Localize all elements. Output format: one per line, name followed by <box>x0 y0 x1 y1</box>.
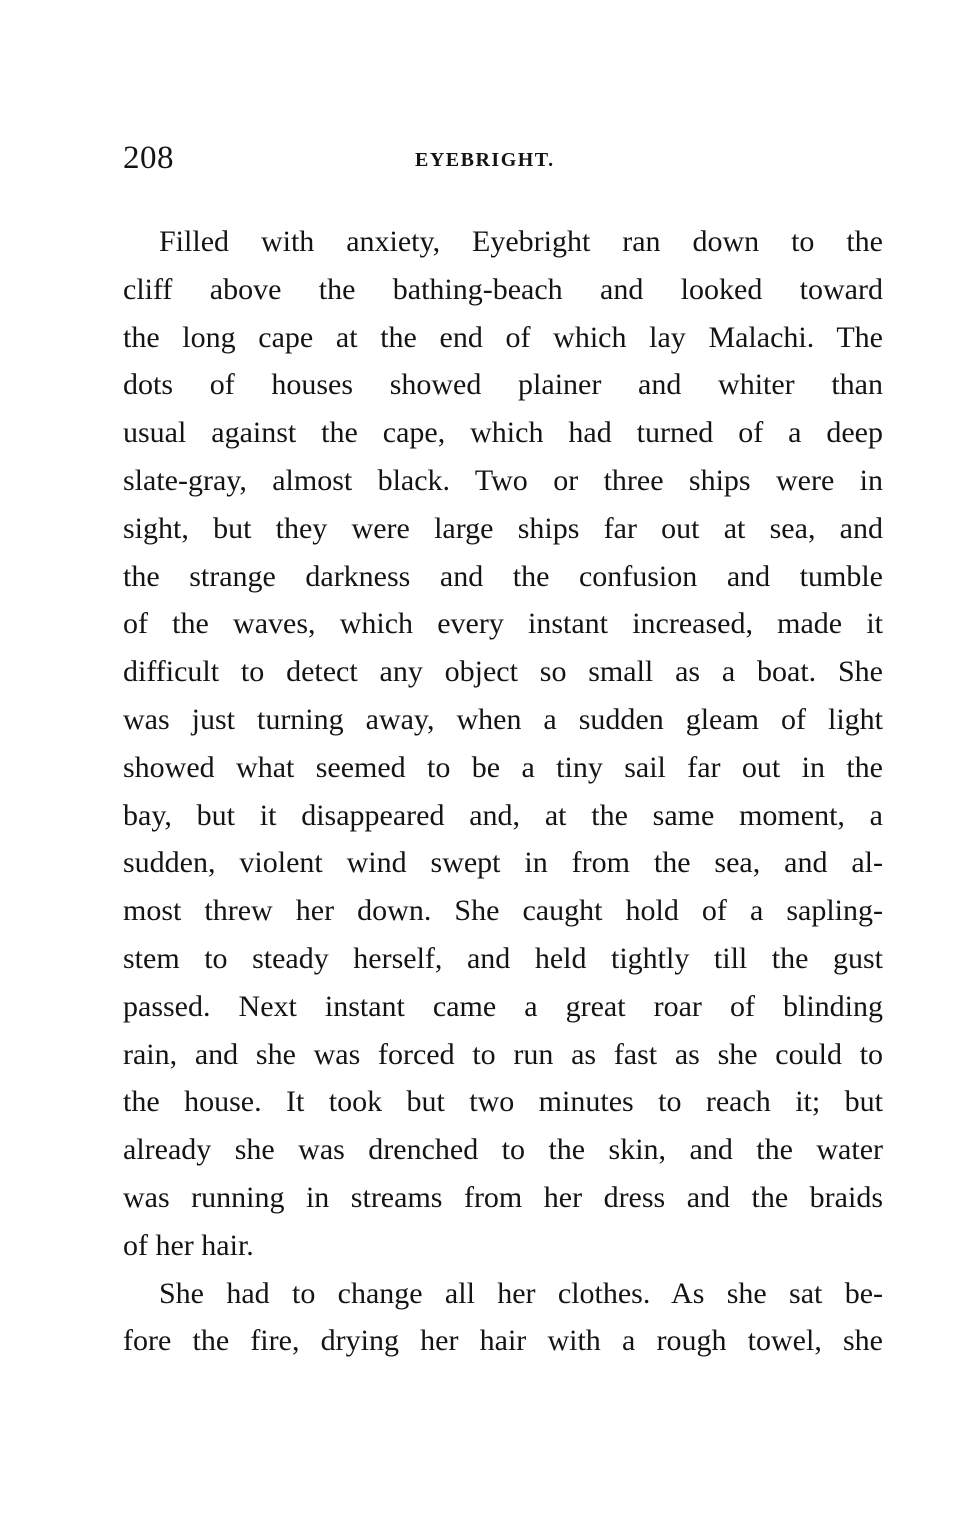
text-line: most threw her down. She caught hold of a sapling- <box>123 894 883 928</box>
text-line: the long cape at the end of which lay Malachi. The <box>123 320 883 354</box>
text-line: showed what seemed to be a tiny sail far out in the <box>123 750 883 784</box>
running-title: EYEBRIGHT. <box>415 149 555 171</box>
text-line: the house. It took but two minutes to reach it; but <box>123 1085 883 1119</box>
text-line: She had to change all her clothes. As she sat be- <box>159 1276 883 1310</box>
text-line: sudden, violent wind swept in from the sea, and al- <box>123 846 883 880</box>
page-header <box>123 138 883 178</box>
text-line: slate-gray, almost black. Two or three ships were in <box>123 463 883 497</box>
text-line: passed. Next instant came a great roar of blinding <box>123 989 883 1023</box>
text-line: bay, but it disappeared and, at the same moment, a <box>123 798 883 832</box>
text-line: dots of houses showed plainer and whiter than <box>123 368 883 402</box>
text-line: Filled with anxiety, Eyebright ran down to the <box>159 225 883 258</box>
text-line: was just turning away, when a sudden gleam of light <box>123 702 883 736</box>
text-line: was running in streams from her dress and the braids <box>123 1180 883 1214</box>
text-line: the strange darkness and the confusion and tumble <box>123 559 883 593</box>
text-line: stem to steady herself, and held tightly till the gust <box>123 941 883 975</box>
text-line: difficult to detect any object so small as a boat. She <box>123 655 883 689</box>
body-text <box>123 218 883 1365</box>
text-line: cliff above the bathing-beach and looked toward <box>123 272 883 306</box>
text-line: of her hair. <box>123 1228 254 1262</box>
paragraph <box>123 218 883 1270</box>
text-line: usual against the cape, which had turned of a deep <box>123 416 883 450</box>
text-line: sight, but they were large ships far out at sea, and <box>123 511 883 545</box>
text-line: rain, and she was forced to run as fast as she could to <box>123 1037 883 1071</box>
text-line: fore the fire, drying her hair with a rough towel, she <box>123 1324 883 1358</box>
text-line: of the waves, which every instant increased, made it <box>123 607 883 641</box>
page-number: 208 <box>123 140 174 176</box>
text-line: already she was drenched to the skin, and the water <box>123 1133 883 1167</box>
paragraph <box>123 1270 883 1366</box>
